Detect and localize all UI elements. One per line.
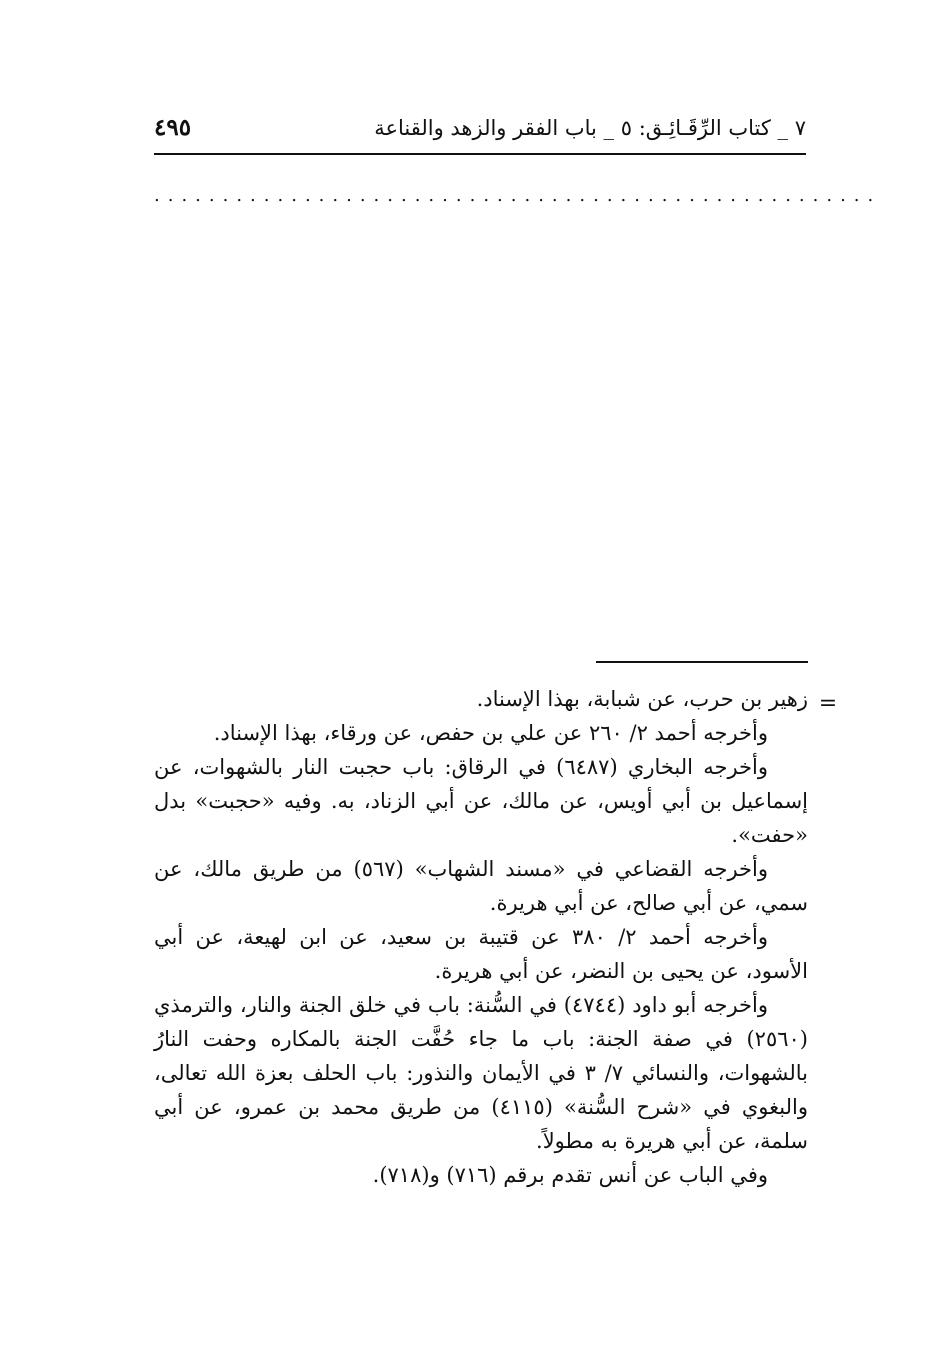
footnote-paragraph: وأخرجه أبو داود (٤٧٤٤) في السُّنة: باب في خلق الجنة والنار، والترمذي (٢٥٦٠) في صفة الجنة: باب ما جاء حُفَّت الجنة بالمكاره وحفت النارُ بالشهوات، والنسائي ٧/ ٣ في الأيمان والنذور: باب الحلف بعزة الله تعالى، والبغوي في «شرح السُّنة» (٤١١٥) من طريق محمد بن عمرو، عن أبي سلمة، عن أبي هريرة به مطولاً. <box>154 993 808 1153</box>
footnotes-block <box>154 682 808 1192</box>
page-header <box>154 108 806 148</box>
omitted-text-ellipsis: ..................................................... <box>154 185 882 206</box>
footnote-continuation-mark: = <box>818 691 838 716</box>
footnote-paragraph: وأخرجه أحمد ٢/ ٢٦٠ عن علي بن حفص، عن ورقاء، بهذا الإسناد. <box>213 721 768 745</box>
page-number: ٤٩٥ <box>154 114 192 141</box>
footnote-paragraph: وأخرجه القضاعي في «مسند الشهاب» (٥٦٧) من طريق مالك، عن سمي، عن أبي صالح، عن أبي هريرة. <box>154 857 808 915</box>
header-rule <box>154 153 806 155</box>
footnote-separator <box>596 661 808 663</box>
footnote-paragraph: زهير بن حرب، عن شبابة، بهذا الإسناد. <box>476 687 808 711</box>
footnote-paragraph: وأخرجه أحمد ٢/ ٣٨٠ عن قتيبة بن سعيد، عن ابن لهيعة، عن أبي الأسود، عن يحيى بن النضر، عن أبي هريرة. <box>154 925 808 983</box>
running-title: ٧ _ كتاب الرِّقَـائِـق: ٥ _ باب الفقر والزهد والقناعة <box>374 116 806 140</box>
footnote-paragraph: وفي الباب عن أنس تقدم برقم (٧١٦) و(٧١٨). <box>372 1163 768 1187</box>
footnote-paragraph: وأخرجه البخاري (٦٤٨٧) في الرقاق: باب حجبت النار بالشهوات، عن إسماعيل بن أبي أويس، عن مالك، عن أبي الزناد، به. وفيه «حجبت» بدل «حفت». <box>154 755 808 847</box>
